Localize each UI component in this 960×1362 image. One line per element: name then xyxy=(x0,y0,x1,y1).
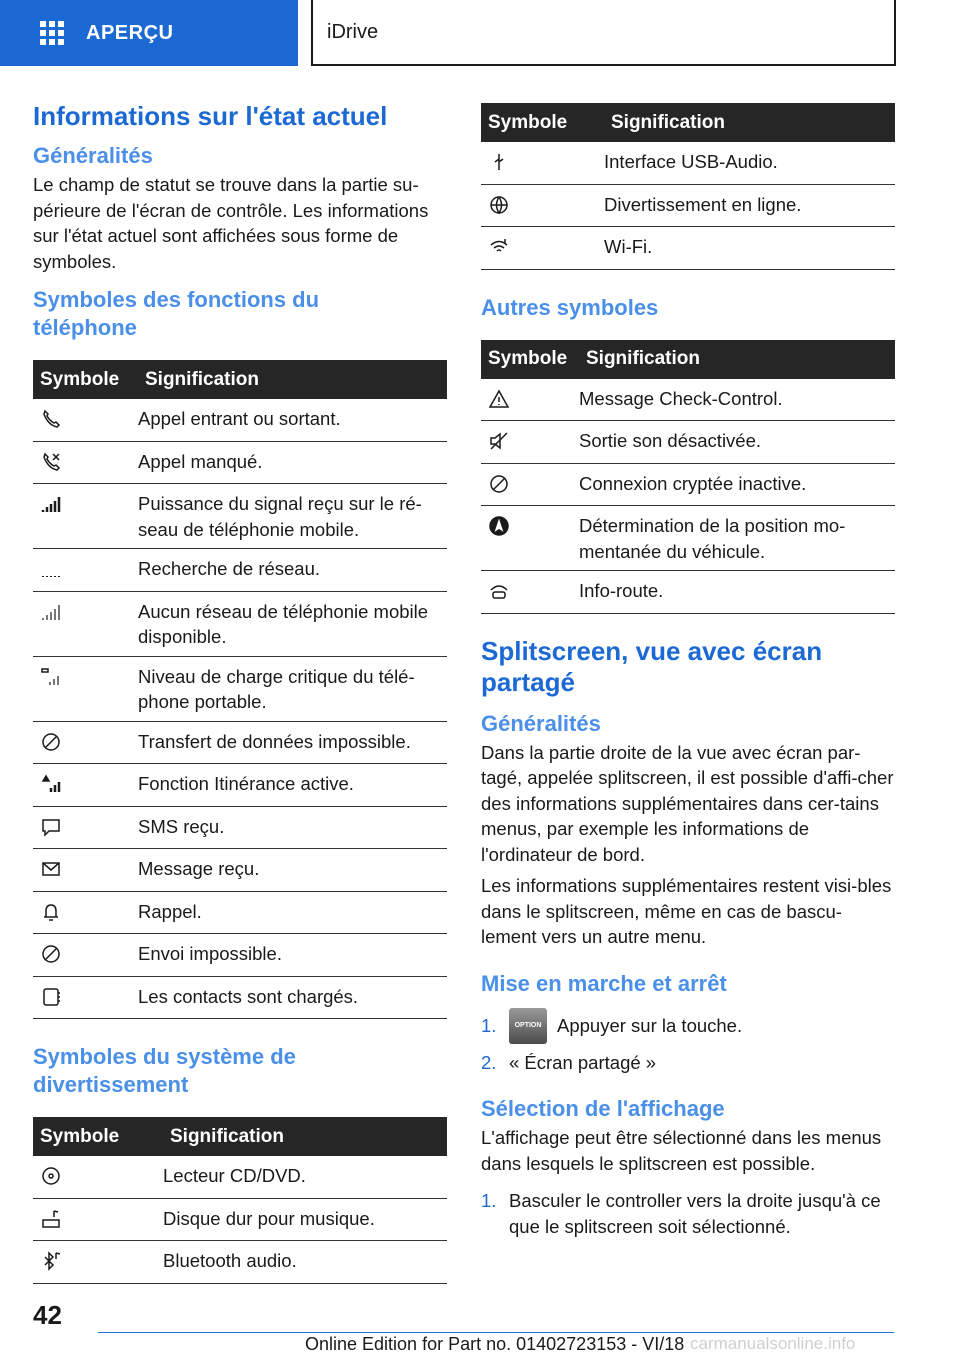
bluetooth-audio-icon xyxy=(40,1250,62,1272)
on-off-heading: Mise en marche et arrêt xyxy=(481,970,727,996)
list-item xyxy=(481,1008,895,1044)
meaning-cell: Fonction Itinérance active. xyxy=(138,764,447,807)
meaning-cell: Recherche de réseau. xyxy=(138,549,447,592)
table-row xyxy=(33,1156,447,1198)
breadcrumb: iDrive xyxy=(311,0,896,66)
table-row xyxy=(481,142,895,184)
table-row xyxy=(33,934,447,977)
meaning-cell: Rappel. xyxy=(138,891,447,934)
symbol-cell xyxy=(33,1156,163,1198)
col-header-meaning: Signification xyxy=(611,111,725,133)
table-row xyxy=(33,484,447,549)
symbol-cell xyxy=(33,656,138,721)
symbol-cell xyxy=(33,1198,163,1241)
bell-icon xyxy=(40,901,62,923)
section-label: APERÇU xyxy=(86,21,174,44)
table-row xyxy=(33,441,447,484)
col-header-symbol: Symbole xyxy=(488,111,568,133)
meaning-cell: Lecteur CD/DVD. xyxy=(163,1156,447,1198)
symbol-cell xyxy=(481,506,579,571)
symbol-cell xyxy=(33,1241,163,1284)
table-row xyxy=(33,591,447,656)
meaning-cell: Appel manqué. xyxy=(138,441,447,484)
phone-symbols-heading: Symboles des fonctions du téléphone xyxy=(33,287,320,340)
warning-triangle-icon xyxy=(488,388,510,410)
step-number: 2. xyxy=(481,1051,497,1073)
meaning-cell: Transfert de données impossible. xyxy=(138,721,447,764)
meaning-cell: Aucun réseau de téléphonie mobile disponible. xyxy=(138,591,447,656)
other-symbols-heading: Autres symboles xyxy=(481,294,659,320)
usb-audio-icon xyxy=(488,151,510,173)
table-row xyxy=(33,976,447,1019)
symbol-cell xyxy=(33,806,138,849)
contacts-icon xyxy=(40,986,62,1008)
table-row xyxy=(481,506,895,571)
meaning-cell: Divertissement en ligne. xyxy=(604,184,895,227)
meaning-cell: Appel entrant ou sortant. xyxy=(138,399,447,441)
entertainment-symbols-table xyxy=(33,1117,447,1284)
symbol-cell xyxy=(33,591,138,656)
meaning-cell: Niveau de charge critique du télé-phone portable. xyxy=(138,656,447,721)
meaning-cell: Les contacts sont chargés. xyxy=(138,976,447,1019)
footer-divider xyxy=(98,1332,894,1333)
sms-icon xyxy=(40,816,62,838)
symbol-cell xyxy=(481,379,579,421)
symbol-cell xyxy=(33,849,138,892)
cd-dvd-icon xyxy=(40,1165,62,1187)
symbol-cell xyxy=(481,227,604,270)
table-row xyxy=(33,806,447,849)
section-tab[interactable] xyxy=(0,0,298,66)
display-selection-heading: Sélection de l'affichage xyxy=(481,1096,725,1121)
step-text: Appuyer sur la touche. xyxy=(557,1014,743,1036)
table-row xyxy=(33,764,447,807)
table-row xyxy=(33,549,447,592)
symbol-cell xyxy=(481,184,604,227)
col-header-symbol: Symbole xyxy=(40,1125,120,1147)
no-network-icon xyxy=(40,601,62,623)
position-icon xyxy=(488,515,510,537)
step-number: 1. xyxy=(481,1190,497,1211)
symbol-cell xyxy=(481,142,604,184)
meaning-cell: Message reçu. xyxy=(138,849,447,892)
edition-text: Online Edition for Part no. 01402723153 - VI/18 xyxy=(305,1334,685,1354)
generalites-heading: Généralités xyxy=(33,143,153,168)
table-row xyxy=(481,227,895,270)
missed-call-icon xyxy=(40,451,62,473)
left-column xyxy=(33,100,447,1284)
meaning-cell: SMS reçu. xyxy=(138,806,447,849)
table-row xyxy=(481,571,895,614)
splitscreen-title: Splitscreen, vue avec écran partagé xyxy=(481,635,823,697)
step-text: « Écran partagé » xyxy=(509,1051,657,1073)
table-row xyxy=(33,849,447,892)
table-row xyxy=(33,891,447,934)
display-selection-text: L'affichage peut être sélectionné dans les menus dans lesquels le splitscreen est possible. xyxy=(481,1127,882,1174)
split-generalites-heading: Généralités xyxy=(481,710,601,736)
grid-menu-icon xyxy=(40,21,66,45)
list-item xyxy=(481,1188,895,1239)
wifi-icon xyxy=(488,236,510,258)
on-off-steps xyxy=(481,1008,895,1076)
signal-strength-icon xyxy=(40,493,62,515)
traffic-info-icon xyxy=(488,580,510,602)
phone-call-icon xyxy=(40,408,62,430)
list-item xyxy=(481,1050,895,1076)
right-column xyxy=(481,103,895,1239)
entertainment-symbols-table-cont xyxy=(481,103,895,270)
split-generalites-p1: Dans la partie droite de la vue avec écran par-tagé, appelée splitscreen, il est possible d'affi-cher des informations supplémentaires dans cer-tains menus, par exemple les informations de l'ordinateur de bord. xyxy=(481,741,894,865)
meaning-cell: Interface USB-Audio. xyxy=(604,142,895,184)
meaning-cell: Wi-Fi. xyxy=(604,227,895,270)
step-number: 1. xyxy=(481,1014,497,1036)
meaning-cell: Sortie son désactivée. xyxy=(579,421,895,464)
meaning-cell: Envoi impossible. xyxy=(138,934,447,977)
phone-symbols-table xyxy=(33,360,447,1019)
symbol-cell xyxy=(481,463,579,506)
table-row xyxy=(481,184,895,227)
mail-icon xyxy=(40,858,62,880)
meaning-cell: Disque dur pour musique. xyxy=(163,1198,447,1241)
symbol-cell xyxy=(33,976,138,1019)
meaning-cell: Bluetooth audio. xyxy=(163,1241,447,1284)
data-transfer-impossible-icon xyxy=(40,731,62,753)
display-selection-steps xyxy=(481,1188,895,1239)
meaning-cell: Message Check-Control. xyxy=(579,379,895,421)
hard-disk-music-icon xyxy=(40,1208,62,1230)
step-text: Basculer le controller vers la droite jusqu'à ce que le splitscreen soit sélectionné. xyxy=(509,1190,881,1237)
col-header-symbol: Symbole xyxy=(40,368,120,390)
col-header-meaning: Signification xyxy=(145,368,259,390)
split-generalites-p2: Les informations supplémentaires restent visi-bles dans le splitscreen, même en cas de bascu-lement vers un autre menu. xyxy=(481,875,892,947)
table-row xyxy=(33,656,447,721)
table-row xyxy=(481,421,895,464)
online-entertainment-icon xyxy=(488,194,510,216)
encryption-inactive-icon xyxy=(488,473,510,495)
symbol-cell xyxy=(33,764,138,807)
option-button-icon: OPTION xyxy=(509,1008,547,1044)
symbol-cell xyxy=(33,441,138,484)
meaning-cell: Détermination de la position mo-mentanée du véhicule. xyxy=(579,506,895,571)
other-symbols-table xyxy=(481,340,895,614)
table-row xyxy=(481,379,895,421)
entertainment-symbols-heading: Symboles du système de divertissement xyxy=(33,1044,296,1097)
generalites-text: Le champ de statut se trouve dans la partie su-périeure de l'écran de contrôle. Les informations sur l'état actuel sont affichées sous forme de symboles. xyxy=(33,174,429,272)
symbol-cell xyxy=(33,484,138,549)
symbol-cell xyxy=(481,421,579,464)
symbol-cell xyxy=(33,721,138,764)
symbol-cell xyxy=(33,549,138,592)
table-row xyxy=(33,399,447,441)
roaming-icon xyxy=(40,773,62,795)
battery-critical-icon xyxy=(40,666,62,688)
symbol-cell xyxy=(33,399,138,441)
symbol-cell xyxy=(33,891,138,934)
network-search-icon xyxy=(40,558,62,580)
symbol-cell xyxy=(33,934,138,977)
table-row xyxy=(33,1241,447,1284)
meaning-cell: Puissance du signal reçu sur le ré-seau de téléphonie mobile. xyxy=(138,484,447,549)
table-row xyxy=(33,721,447,764)
watermark: carmanualsonline.info xyxy=(690,1334,856,1353)
table-row xyxy=(33,1198,447,1241)
meaning-cell: Connexion cryptée inactive. xyxy=(579,463,895,506)
speaker-off-icon xyxy=(488,430,510,452)
meaning-cell: Info-route. xyxy=(579,571,895,614)
page-title: Informations sur l'état actuel xyxy=(33,101,388,131)
symbol-cell xyxy=(481,571,579,614)
table-row xyxy=(481,463,895,506)
col-header-symbol: Symbole xyxy=(488,348,568,369)
page-number: 42 xyxy=(33,1300,62,1330)
col-header-meaning: Signification xyxy=(586,348,700,369)
col-header-meaning: Signification xyxy=(170,1125,284,1147)
send-impossible-icon xyxy=(40,943,62,965)
